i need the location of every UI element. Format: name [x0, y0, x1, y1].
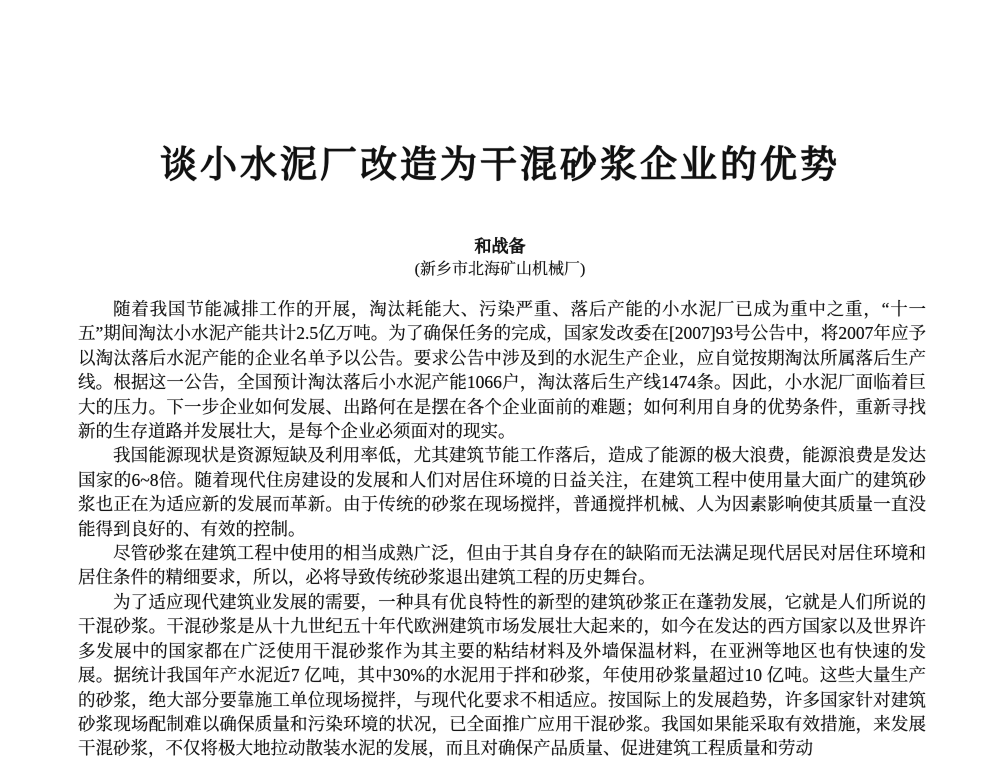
paragraph-energy-status: 我国能源现状是资源短缺及利用率低，尤其建筑节能工作落后，造成了能源的极大浪费，能源浪费是发达国家的6~8倍。随着现代住房建设的发展和人们对居住环境的日益关注，在建筑工程中使用量大面广的建筑砂浆也正在为适应新的发展而革新。由于传统的砂浆在现场搅拌，普通搅拌机械、人为因素影响使其质量一直没能得到良好的、有效的控制。 [78, 445, 926, 539]
article-body [78, 297, 926, 760]
paragraph-intro-policy: 随着我国节能减排工作的开展，淘汰耗能大、污染严重、落后产能的小水泥厂已成为重中之重，“十一五”期间淘汰小水泥产能共计2.5亿万吨。为了确保任务的完成，国家发改委在[2007]93号公告中，将2007年应予以淘汰落后水泥产能的企业名单予以公告。要求公告中涉及到的水泥生产企业，应自觉按期淘汰所属落后生产线。根据这一公告，全国预计淘汰落后小水泥产能1066户，淘汰落后生产线1474条。因此，小水泥厂面临着巨大的压力。下一步企业如何发展、出路何在是摆在各个企业面前的难题；如何利用自身的优势条件，重新寻找新的生存道路并发展壮大，是每个企业必须面对的现实。 [78, 299, 926, 442]
paragraph-dry-mix-mortar: 为了适应现代建筑业发展的需要，一种具有优良特性的新型的建筑砂浆正在蓬勃发展，它就是人们所说的干混砂浆。干混砂浆是从十九世纪五十年代欧洲建筑市场发展壮大起来的，如今在发达的西方国家以及世界许多发展中的国家都在广泛使用干混砂浆作为其主要的粘结材料及外墙保温材料，在亚洲等地区也有快速的发展。据统计我国年产水泥近7 亿吨，其中30%的水泥用于拌和砂浆，年使用砂浆量超过10 亿吨。这些大量生产的砂浆，绝大部分要靠施工单位现场搅拌，与现代化要求不相适应。按国际上的发展趋势，许多国家针对建筑砂浆现场配制难以确保质量和污染环境的状况，已全面推广应用干混砂浆。我国如果能采取有效措施，来发展干混砂浆，不仅将极大地拉动散装水泥的发展，而且对确保产品质量、促进建筑工程质量和劳动 [78, 591, 926, 759]
article-title: 谈小水泥厂改造为干混砂浆企业的优势 [160, 145, 840, 186]
paragraph-traditional-mortar: 尽管砂浆在建筑工程中使用的相当成熟广泛，但由于其自身存在的缺陷而无法满足现代居民对居住环境和居住条件的精细要求，所以，必将导致传统砂浆退出建筑工程的历史舞台。 [78, 543, 926, 588]
author-name: 和战备 [474, 237, 526, 256]
author-affiliation: (新乡市北海矿山机械厂) [414, 261, 586, 278]
